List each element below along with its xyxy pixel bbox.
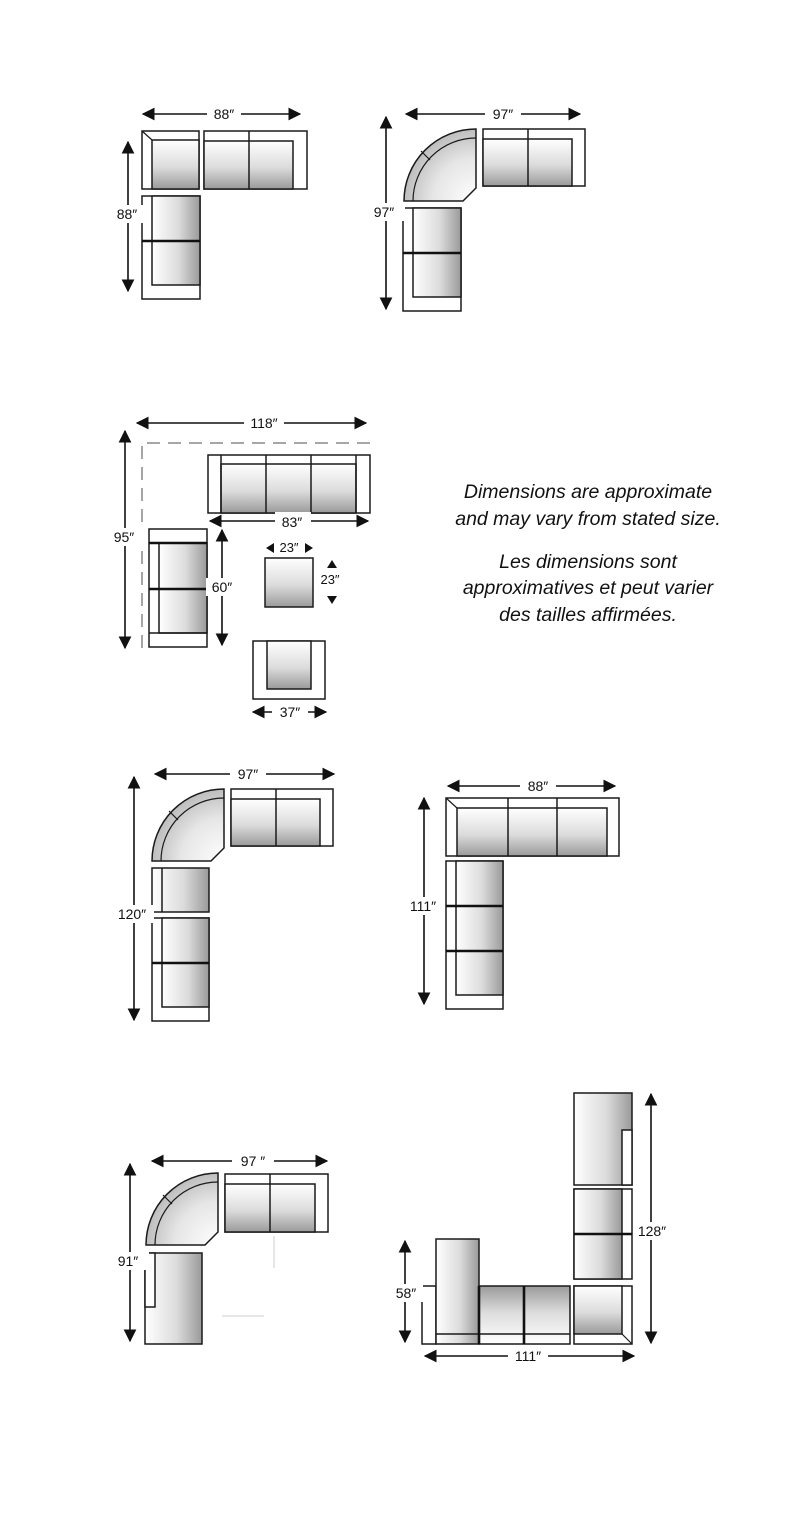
sectional-left-column — [152, 918, 209, 1021]
diagram-e — [404, 776, 619, 1009]
note-french-line-3: des tailles affirmées. — [499, 604, 677, 626]
overall-width-label: 118″ — [250, 415, 278, 431]
note-french-line-1: Les dimensions sont — [499, 551, 677, 573]
width-label: 111″ — [514, 1348, 542, 1364]
overall-depth-label: 95″ — [113, 529, 135, 545]
note-english-line-1: Dimensions are approximate — [463, 481, 713, 503]
sectional-top-row — [225, 1174, 328, 1232]
loveseat-label: 60″ — [211, 579, 233, 595]
sectional-top-row — [231, 789, 333, 846]
note-french-line-2: approximatives et peut varier — [462, 577, 714, 599]
diagram-a — [110, 104, 307, 299]
ottoman — [265, 558, 313, 607]
bottom-row — [479, 1286, 570, 1344]
corner-wedge — [152, 789, 224, 861]
chaise-label: 58″ — [395, 1285, 417, 1301]
right-chaise — [574, 1093, 632, 1185]
sectional-top-row — [483, 129, 585, 186]
sectional-left-column — [403, 208, 461, 311]
sectional-left-column — [142, 196, 200, 299]
depth-label: 120″ — [117, 906, 147, 922]
chair-label: 37″ — [279, 704, 301, 720]
diagram-d — [112, 764, 334, 1021]
depth-label: 111″ — [409, 898, 437, 914]
ottoman-depth-label: 23″ — [320, 572, 340, 587]
depth-label: 88″ — [116, 206, 138, 222]
depth-label: 97″ — [373, 204, 395, 220]
diagram-f — [111, 1151, 328, 1344]
corner-wedge — [404, 129, 476, 201]
diagram-c — [107, 413, 370, 721]
width-label: 97″ — [492, 106, 514, 122]
sofa-label: 83″ — [281, 514, 303, 530]
note-english-line-2: and may vary from stated size. — [455, 508, 721, 530]
corner-wedge — [146, 1173, 218, 1245]
corner-piece — [574, 1286, 632, 1344]
depth-label: 91″ — [117, 1253, 139, 1269]
width-label: 97″ — [237, 766, 259, 782]
diagram-g — [389, 1093, 670, 1364]
armless-chair — [152, 868, 209, 912]
width-label: 88″ — [213, 106, 235, 122]
right-column — [574, 1189, 632, 1279]
width-label: 88″ — [527, 778, 549, 794]
dimension-note — [455, 481, 721, 626]
sectional-top-row — [446, 798, 619, 856]
ottoman-width-label: 23″ — [279, 540, 299, 555]
width-label: 97 ″ — [240, 1153, 266, 1169]
height-label: 128″ — [637, 1223, 667, 1239]
loveseat — [149, 529, 207, 647]
diagram-b — [367, 104, 585, 311]
chair — [253, 641, 325, 699]
chaise — [145, 1253, 202, 1344]
sectional-left-column — [446, 861, 503, 1009]
sofa — [208, 455, 370, 513]
left-chaise — [422, 1239, 479, 1344]
sectional-top-row — [142, 131, 307, 189]
